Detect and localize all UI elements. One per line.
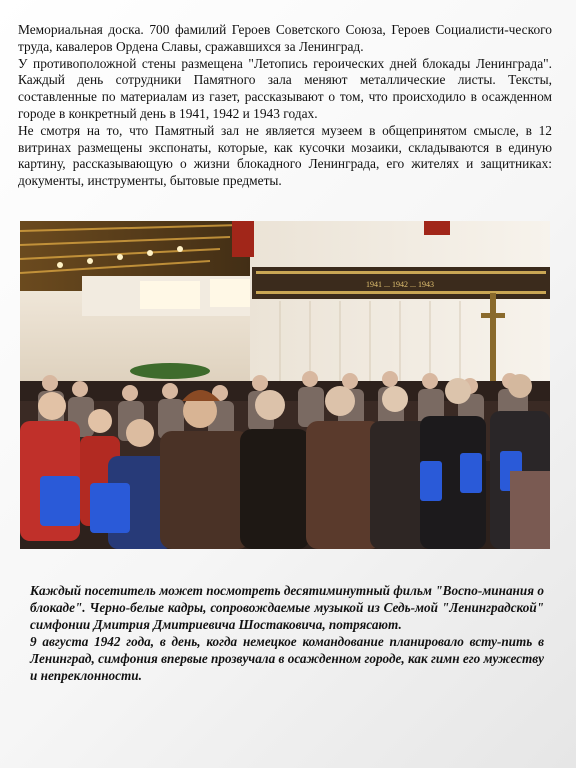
caption-paragraph-2: 9 августа 1942 года, в день, когда немецкое командование планировало всту-пить в Ленинград, симфония впервые прозвучала в осажденном городе, как гимн его мужеству и непреклонности. [30,633,544,683]
wall-inscription: 1941 ... 1942 ... 1943 [366,280,434,289]
intro-paragraph-2: У противоположной стены размещена "Летопись героических дней блокады Ленинграда". Каждый день сотрудники Памятного зала меняют металлические листы. Тексты, составленные по материалам из газет, рассказывают о том, что происходило в осажденном городе в конкретный день в 1941, 1942 и 1943 годах. [18,55,552,121]
caption-paragraph-1: Каждый посетитель может посмотреть десятиминутный фильм "Воспо-минания о блокаде". Черно-белые кадры, сопровождаемые музыкой из Седь-мой "Ленинградской" симфонии Дмитрия Дмитриевича Шостаковича, потрясают. [30,583,544,632]
intro-text [18,22,552,190]
memorial-hall-photo [20,221,550,549]
intro-paragraph-3: Не смотря на то, что Памятный зал не является музеем в общепринятом смысле, в 12 витринах размещены экспонаты, которые, как кусочки мозаики, складываются в единую картину, рассказывающую о жизни блокадного Ленинграда, его жителях и защитниках: документы, инструменты, бытовые предметы. [18,122,552,189]
intro-paragraph-1: Мемориальная доска. 700 фамилий Героев Советского Союза, Героев Социалисти-ческого труда, кавалеров Ордена Славы, сражавшихся за Ленинград. [18,22,552,54]
film-caption [30,583,544,684]
